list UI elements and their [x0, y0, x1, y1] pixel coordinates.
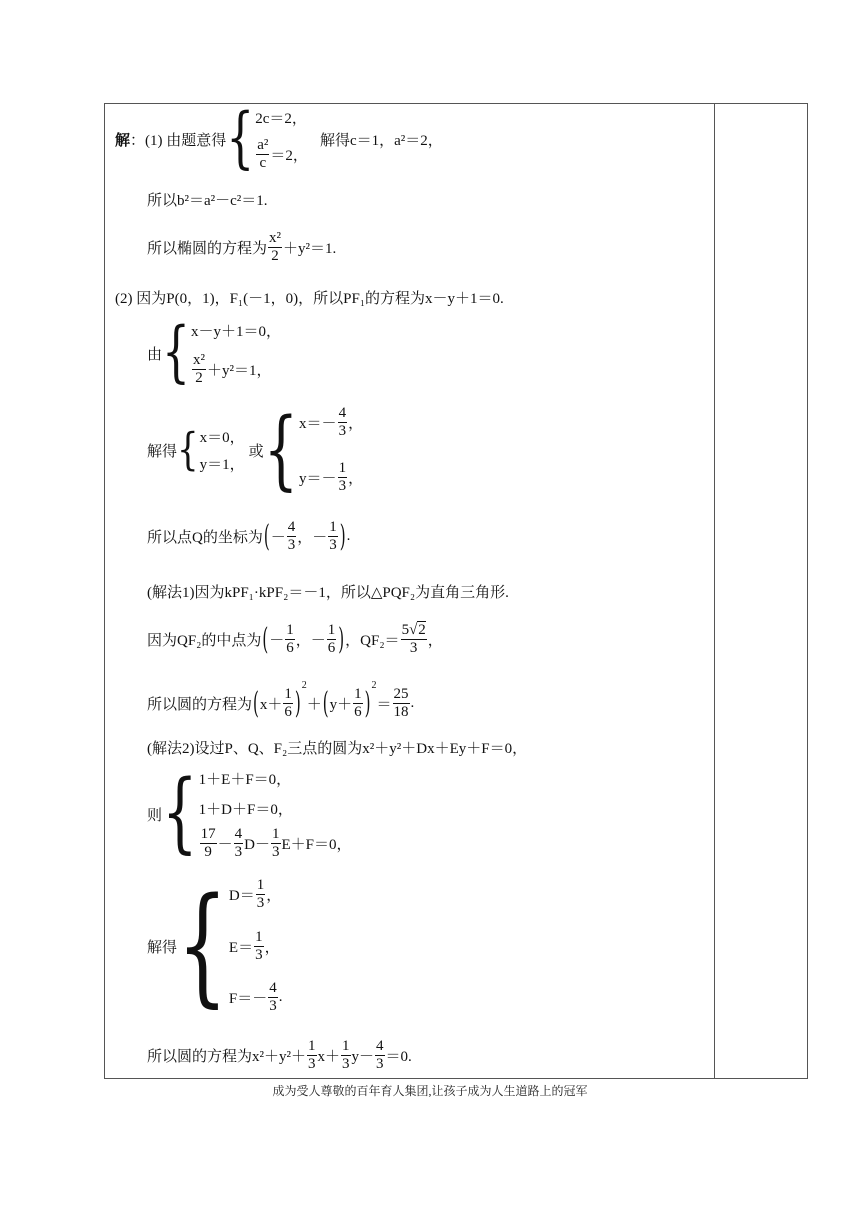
- paren: (: [322, 685, 329, 721]
- numerator: 17: [200, 826, 216, 842]
- text: 则: [147, 807, 163, 824]
- eq-tail: ＋y²＝1，: [207, 363, 272, 379]
- numerator: a²: [257, 137, 269, 153]
- text: ，QF₂＝: [345, 632, 400, 649]
- numerator: 5√2: [401, 621, 426, 638]
- page-footer: 成为受人尊敬的百年育人集团,让孩子成为人生道路上的冠军: [272, 1084, 588, 1098]
- brace: {: [162, 314, 191, 391]
- part1-line: [115, 100, 443, 177]
- column-divider: [714, 104, 715, 1078]
- b-squared-line: [147, 186, 268, 212]
- numerator: 1: [338, 460, 347, 476]
- denominator: 18: [393, 703, 409, 720]
- denominator: 3: [329, 536, 337, 553]
- fraction: [285, 623, 295, 656]
- fraction: [271, 827, 281, 860]
- fraction: [234, 827, 244, 860]
- text: ＋y²＝1.: [283, 240, 337, 257]
- method1-line: [147, 578, 509, 604]
- fraction: [401, 623, 427, 656]
- fraction: [307, 1039, 317, 1072]
- part1-lead: ：(1) 由题意得: [130, 132, 227, 149]
- fraction: [328, 520, 338, 553]
- text: .: [346, 527, 351, 544]
- solution-table: [104, 100, 808, 1079]
- denominator: 3: [272, 844, 280, 860]
- text: ，: [427, 632, 443, 649]
- denominator: 9: [204, 844, 212, 860]
- eq: 2c＝2，: [255, 111, 307, 127]
- system-line-2: [147, 314, 282, 391]
- part1-result: 解得c＝1，a²＝2，: [319, 132, 443, 149]
- numerator: 1: [256, 877, 265, 893]
- text: (解法2)设过P、Q、F₂三点的圆为x²＋y²＋Dx＋Ey＋F＝0，: [147, 740, 528, 757]
- numerator: 1: [255, 928, 263, 945]
- fraction: [338, 461, 348, 494]
- text: ，: [348, 471, 364, 487]
- eq-tail: ＝2，: [270, 148, 308, 164]
- brace: {: [162, 762, 198, 864]
- system-4: 1＋E＋F＝0， 1＋D＋F＝0， $\frac{17}{9}$ － $\frac{4}{3}$ D－ $\frac{1}{3}$ E＋F＝0，: [199, 768, 352, 860]
- system-line-4: [147, 762, 352, 864]
- paren: (: [263, 518, 270, 554]
- denominator: 3: [287, 536, 296, 553]
- brace: {: [226, 100, 255, 177]
- text: x＝－: [299, 416, 337, 432]
- fraction: [256, 138, 269, 171]
- denominator: 6: [284, 703, 292, 720]
- text: 或: [248, 443, 264, 460]
- brace: {: [177, 424, 199, 476]
- numerator: 25: [393, 685, 409, 702]
- text: 由: [147, 346, 163, 363]
- denominator: c: [259, 155, 267, 171]
- numerator: 1: [272, 826, 280, 842]
- denominator: 6: [286, 639, 294, 656]
- eq: 1＋D＋F＝0，: [198, 801, 293, 818]
- denominator: 2: [195, 370, 203, 386]
- denominator: 3: [376, 1055, 384, 1072]
- denominator: 3: [234, 844, 243, 860]
- denominator: 3: [255, 946, 263, 963]
- text: 解得: [147, 939, 178, 956]
- text: y＝－: [299, 471, 337, 487]
- numerator: 4: [234, 826, 243, 842]
- fraction: [268, 981, 278, 1014]
- fraction: [268, 231, 282, 264]
- text: (解法1)因为kPF₁·kPF₂＝－1，所以△PQF₂为直角三角形.: [147, 584, 509, 601]
- fraction: [254, 930, 264, 963]
- brace: {: [177, 870, 228, 1020]
- numerator: 4: [376, 1037, 384, 1054]
- denominator: 6: [354, 703, 362, 720]
- fraction: [256, 878, 266, 911]
- paren: ): [338, 621, 345, 657]
- solutions-line: [147, 398, 364, 500]
- system-3a: [200, 426, 245, 474]
- text: ＝0.: [385, 1048, 412, 1065]
- fraction: [393, 687, 410, 720]
- solution-label: 解: [115, 132, 131, 149]
- fraction: [353, 687, 363, 720]
- part2-intro: [115, 284, 504, 310]
- fraction: [287, 520, 297, 553]
- fraction: [283, 687, 293, 720]
- q-coordinate-line: 所以点Q的坐标为 ( － $\frac{4}{3}$ ，－ $\frac{1}{3}$ ) .: [147, 518, 351, 554]
- system-5: D＝ $\frac{1}{3}$ ， E＝ $\frac{1}{3}$ ， F＝－ $\frac{4}{3}$ .: [228, 877, 283, 1014]
- paren: (: [253, 685, 259, 721]
- coef: 5: [401, 621, 410, 638]
- numerator: 1: [284, 685, 292, 702]
- fraction: [327, 623, 337, 656]
- paren: ): [294, 685, 301, 721]
- numerator: x²: [193, 352, 206, 368]
- solution-cell: [105, 100, 714, 1078]
- denominator: 3: [342, 1055, 350, 1072]
- denominator: 6: [327, 639, 336, 656]
- denominator: 2: [271, 247, 279, 264]
- text: 所以圆的方程为: [147, 696, 253, 713]
- numerator: 1: [308, 1037, 316, 1054]
- method2-line: [147, 734, 527, 760]
- numerator: 1: [329, 518, 337, 535]
- system-1: [255, 107, 308, 171]
- denominator: 3: [269, 998, 277, 1014]
- eq: y＝1，: [199, 457, 245, 473]
- paren: ): [339, 518, 346, 554]
- radicand: 2: [418, 621, 426, 638]
- text: 所以圆的方程为x²＋y²＋: [147, 1048, 306, 1065]
- denominator: 3: [256, 895, 265, 911]
- fraction: [338, 406, 348, 439]
- numerator: 4: [269, 980, 277, 996]
- b-line-text: 所以b²＝a²－c²＝1.: [147, 192, 268, 209]
- midpoint-line: 因为QF₂的中点为 ( － $\frac{1}{6}$ ，－ $\frac{1}{6}$ ) ，QF₂＝ $\frac{5√2}{3}$ ，: [147, 621, 443, 657]
- numerator: x²: [269, 229, 282, 246]
- system-2: [191, 320, 281, 386]
- eq: x－y＋1＝0，: [191, 324, 282, 340]
- def-solution-line: [147, 870, 283, 1020]
- eq: x＝0，: [199, 430, 245, 446]
- text: 所以椭圆的方程为: [147, 240, 268, 257]
- circle1-line: 所以圆的方程为 ( x＋ $\frac{1}{6}$ ) 2 ＋ ( y＋ $\frac{1}{6}$ ) 2 ＝ $\frac{25}{18}$ .: [147, 680, 415, 721]
- denominator: 3: [338, 478, 347, 494]
- text: D＝: [228, 888, 255, 904]
- denominator: 3: [308, 1055, 316, 1072]
- paren: (: [262, 621, 269, 657]
- numerator: 1: [354, 685, 362, 702]
- denominator: 3: [338, 423, 347, 439]
- fraction: [375, 1039, 385, 1072]
- text: 解得: [147, 443, 178, 460]
- text: 因为QF₂的中点为: [147, 632, 262, 649]
- brace: {: [263, 398, 299, 500]
- system-3b: [299, 406, 363, 494]
- denominator: 3: [409, 639, 418, 656]
- numerator: 1: [342, 1037, 350, 1054]
- text: ，: [348, 416, 364, 432]
- numerator: 4: [338, 405, 347, 421]
- final-circle-line: 所以圆的方程为x²＋y²＋ $\frac{1}{3}$ x＋ $\frac{1}{3}$ y－ $\frac{4}{3}$ ＝0.: [147, 1037, 412, 1072]
- text: E＋F＝0，: [281, 837, 352, 853]
- paren: ): [364, 685, 371, 721]
- text: E＝: [228, 939, 254, 956]
- fraction: [200, 827, 217, 860]
- eq: 1＋E＋F＝0，: [198, 772, 292, 788]
- text: 所以点Q的坐标为: [147, 529, 263, 546]
- fraction: [192, 353, 206, 386]
- ellipse-line: [147, 226, 336, 268]
- numerator: 1: [327, 621, 336, 638]
- text: (2) 因为P(0，1)，F₁(－1，0)，所以PF₁的方程为x－y＋1＝0.: [115, 290, 504, 307]
- text: F＝－: [228, 991, 268, 1007]
- numerator: 4: [287, 518, 296, 535]
- numerator: 1: [286, 621, 294, 638]
- fraction: [341, 1039, 351, 1072]
